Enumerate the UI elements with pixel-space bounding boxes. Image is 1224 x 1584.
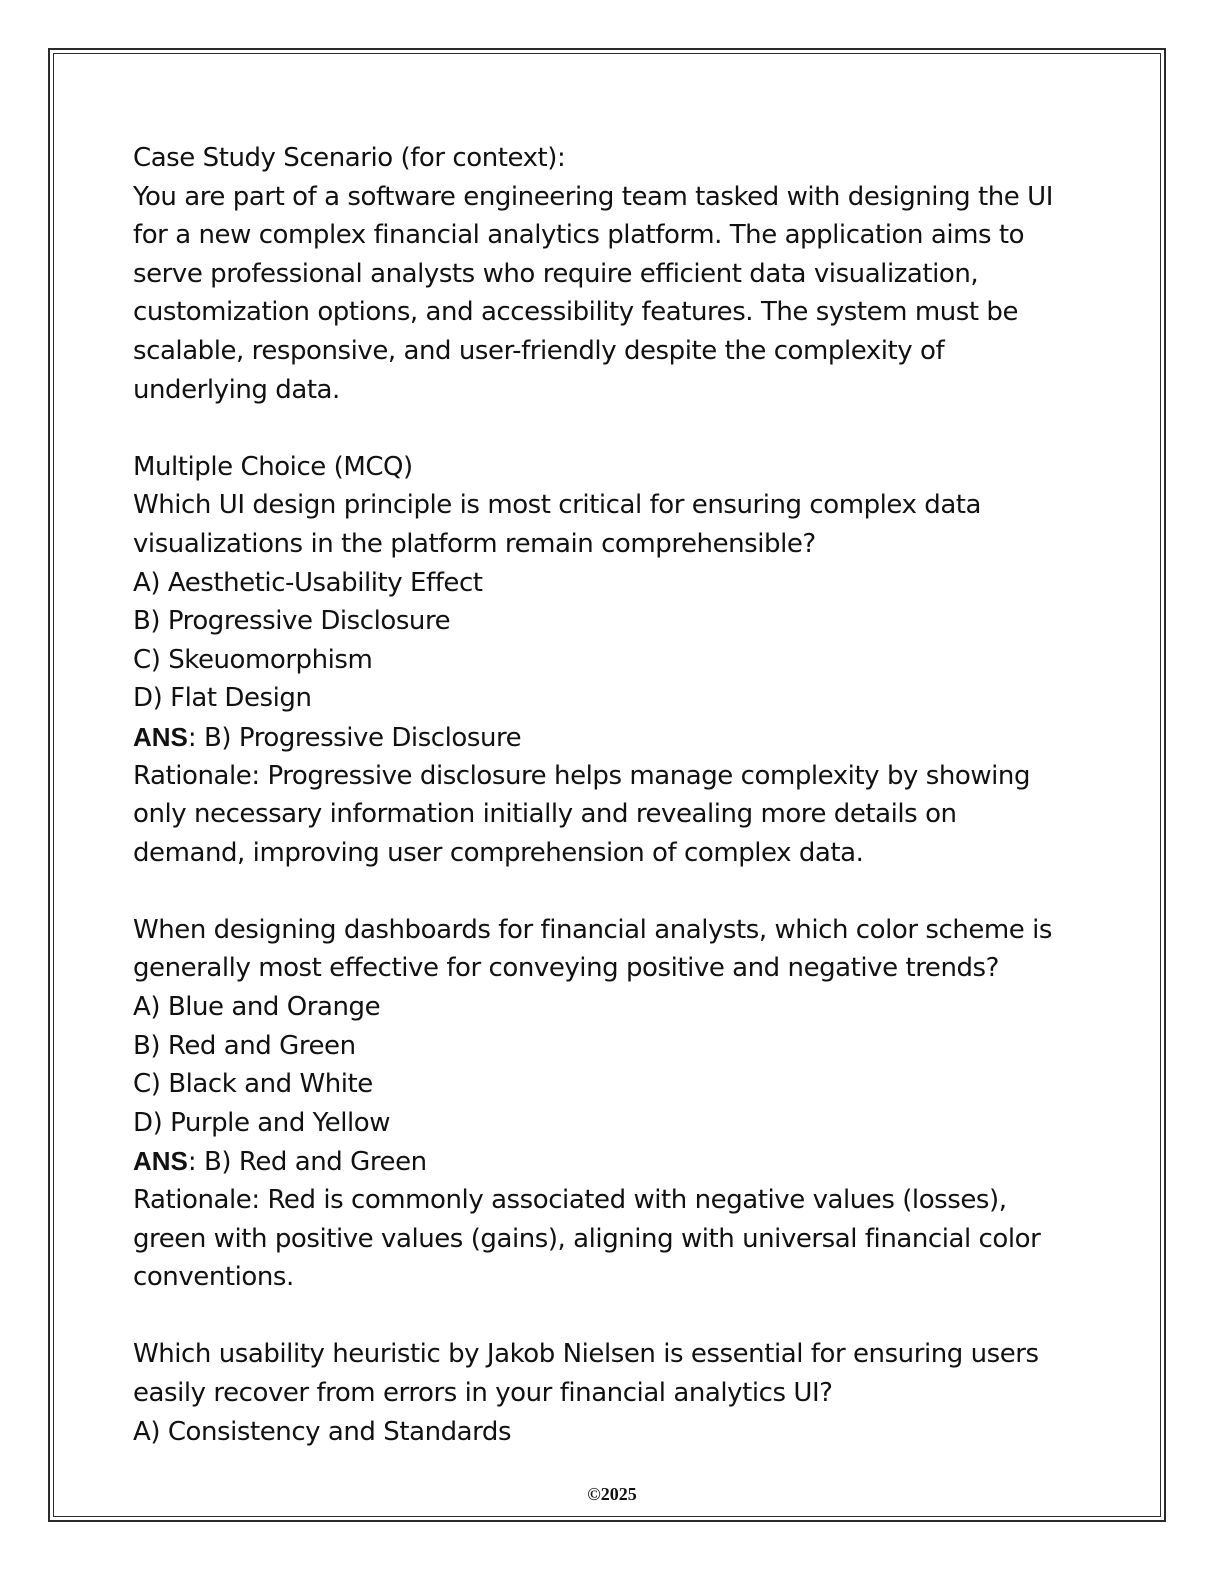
answer-option: A) Consistency and Standards xyxy=(133,1416,512,1447)
answer-option: D) Purple and Yellow xyxy=(133,1107,391,1138)
answer-label: ANS xyxy=(133,721,188,752)
spacer xyxy=(133,409,1093,448)
question-stem: easily recover from errors in your financial analytics UI? xyxy=(133,1378,833,1408)
scenario-line: serve professional analysts who require efficient data visualization, xyxy=(133,258,979,289)
scenario-line: for a new complex financial analytics platform. The application aims to xyxy=(133,220,1025,251)
rationale-line: only necessary information initially and revealing more details on xyxy=(133,799,957,830)
question-stem: Which usability heuristic by Jakob Nielsen is essential for ensuring users xyxy=(133,1339,1039,1370)
question-1 xyxy=(133,486,1093,872)
question-stem: When designing dashboards for financial analysts, which color scheme is xyxy=(133,914,1053,945)
scenario-line: You are part of a software engineering team tasked with designing the UI xyxy=(133,181,1053,212)
answer-label: ANS xyxy=(133,1146,188,1177)
question-3 xyxy=(133,1335,1093,1451)
answer-text: : B) Progressive Disclosure xyxy=(187,722,522,753)
spacer xyxy=(133,872,1093,911)
scenario-line: scalable, responsive, and user-friendly despite the complexity of xyxy=(133,335,945,366)
rationale-line: conventions. xyxy=(133,1262,294,1293)
answer-option: C) Black and White xyxy=(133,1069,373,1100)
question-stem: visualizations in the platform remain comprehensible? xyxy=(133,528,816,559)
question-stem: generally most effective for conveying positive and negative trends? xyxy=(133,953,999,984)
answer-option: A) Aesthetic-Usability Effect xyxy=(133,567,483,598)
answer-option: C) Skeuomorphism xyxy=(133,644,373,675)
answer-option: D) Flat Design xyxy=(133,683,312,714)
scenario-heading: Case Study Scenario (for context): xyxy=(133,143,566,173)
question-2 xyxy=(133,911,1093,1297)
scenario-line: underlying data. xyxy=(133,374,340,405)
rationale-line: demand, improving user comprehension of complex data. xyxy=(133,837,864,868)
document-body xyxy=(133,139,1093,1451)
rationale-line: Rationale: Progressive disclosure helps manage complexity by showing xyxy=(133,760,1030,791)
rationale-line: Rationale: Red is commonly associated with negative values (losses), xyxy=(133,1185,1007,1216)
rationale-line: green with positive values (gains), aligning with universal financial color xyxy=(133,1223,1041,1254)
answer-option: A) Blue and Orange xyxy=(133,992,381,1023)
spacer xyxy=(133,1297,1093,1336)
scenario-line: customization options, and accessibility features. The system must be xyxy=(133,297,1019,328)
answer-option: B) Progressive Disclosure xyxy=(133,606,451,637)
question-stem: Which UI design principle is most critical for ensuring complex data xyxy=(133,490,982,521)
copyright-footer: ©2025 xyxy=(587,1484,637,1504)
answer-line xyxy=(133,718,1093,757)
section-heading: Multiple Choice (MCQ) xyxy=(133,451,413,482)
answer-text: : B) Red and Green xyxy=(187,1147,427,1178)
answer-line xyxy=(133,1142,1093,1181)
answer-option: B) Red and Green xyxy=(133,1030,356,1061)
